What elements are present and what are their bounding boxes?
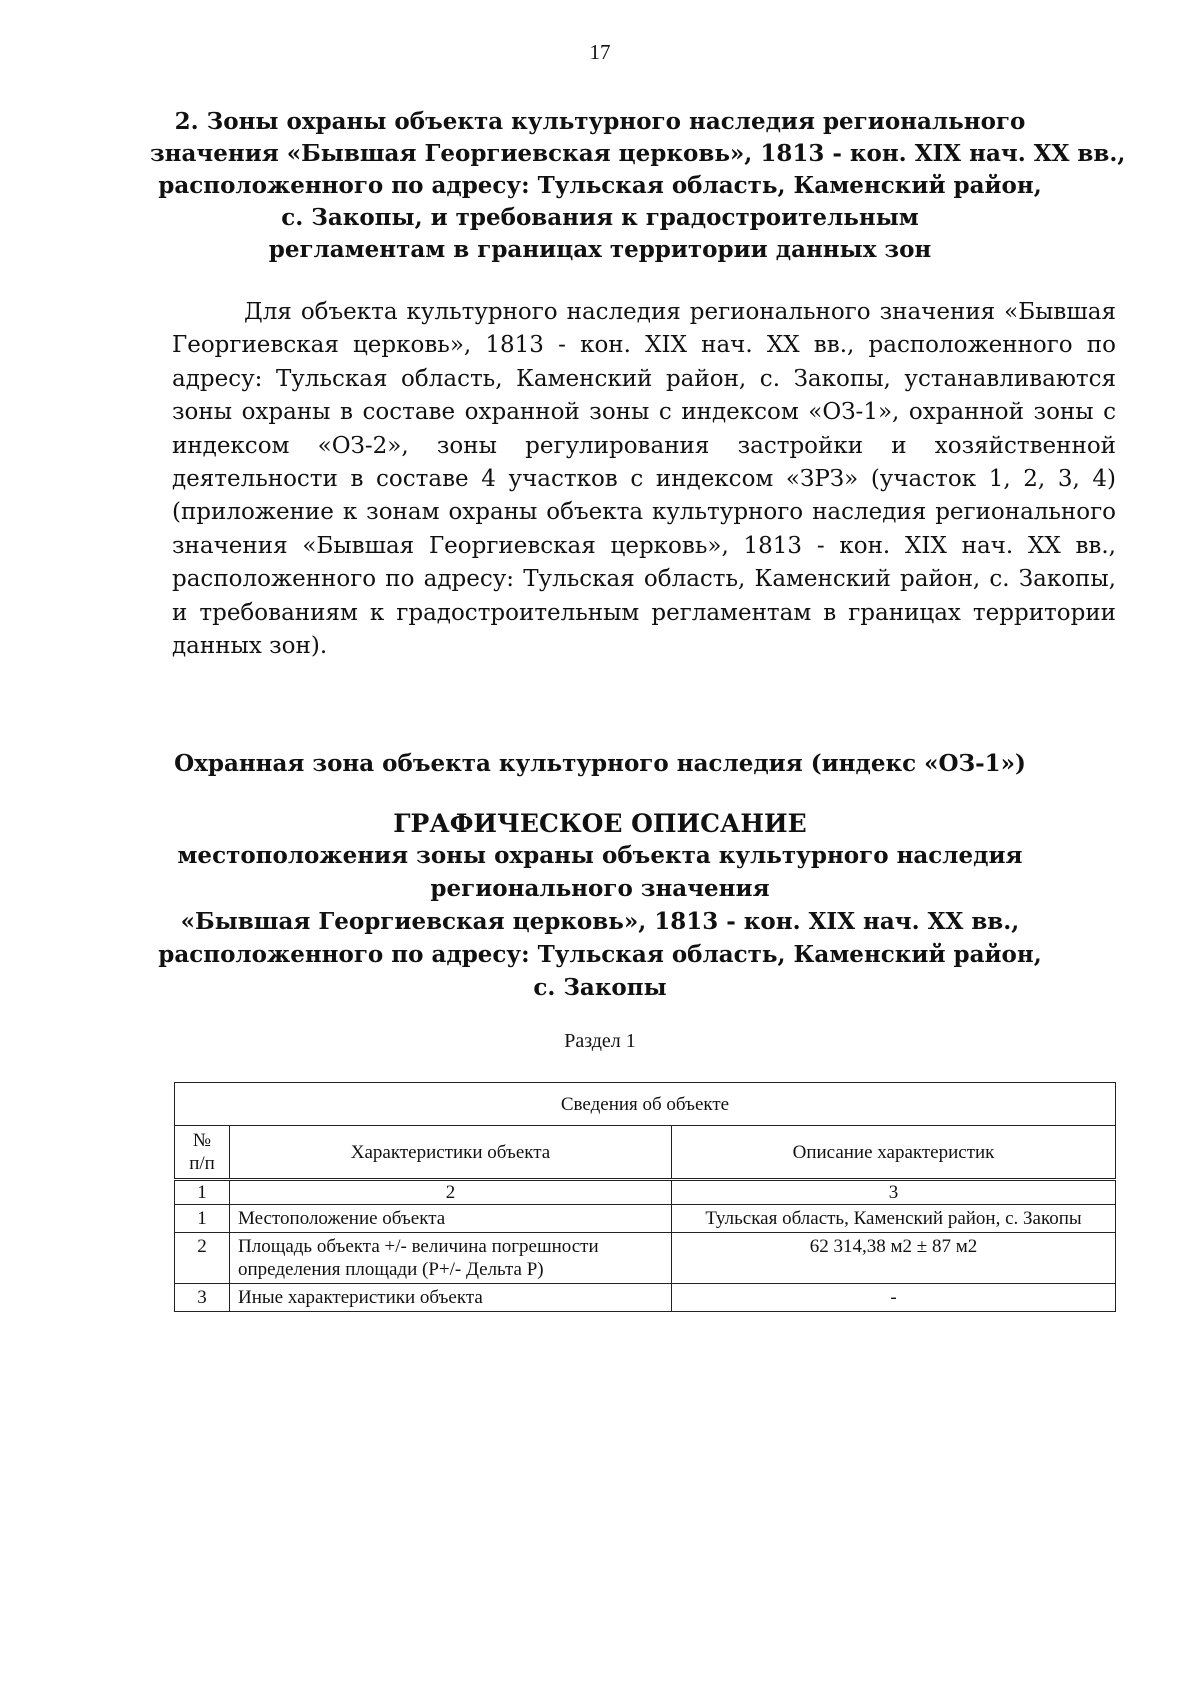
section-heading-line: значения «Бывшая Георгиевская церковь», 1813 - кон. XIX нач. XX вв., xyxy=(150,140,1126,167)
column-number: 1 xyxy=(175,1180,230,1205)
graphic-subtitle-line: регионального значения xyxy=(430,875,770,902)
graphic-description-title xyxy=(150,807,1050,841)
row-characteristic: Площадь объекта +/- величина погрешности определения площади (Р+/- Дельта Р) xyxy=(230,1233,672,1284)
row-number: 1 xyxy=(175,1205,230,1233)
section-label: Раздел 1 xyxy=(564,1030,636,1052)
body-paragraph: Для объекта культурного наследия регионального значения «Бывшая Георгиевская церковь», 1813 - кон. XIX нач. XX вв., расположенного по адресу: Тульская область, Каменский район, с. Закопы, устанавливаются зоны охраны в составе охранной зоны с индексом «ОЗ-1», охранной зоны с индексом «ОЗ-2», зоны регулирования застройки и хозяйственной деятельности в составе 4 участков с индексом «ЗРЗ» (участок 1, 2, 3, 4) (приложение к зонам охраны объекта культурного наследия регионального значения «Бывшая Георгиевская церковь», 1813 - кон. XIX нач. XX вв., расположенного по адресу: Тульская область, Каменский район, с. Закопы, и требованиям к градостроительным регламентам в границах территории данных зон). xyxy=(172,299,1116,660)
graphic-subtitle-line: расположенного по адресу: Тульская область, Каменский район, xyxy=(158,941,1042,968)
row-characteristic: Иные характеристики объекта xyxy=(230,1284,672,1312)
section-heading-line: 2. Зоны охраны объекта культурного наследия регионального xyxy=(174,108,1026,135)
row-description: - xyxy=(672,1284,1116,1312)
row-description: 62 314,38 м2 ± 87 м2 xyxy=(672,1233,1116,1284)
row-description: Тульская область, Каменский район, с. Закопы xyxy=(672,1205,1116,1233)
section-heading-line: с. Закопы, и требования к градостроительным xyxy=(281,204,919,231)
header-number: № п/п xyxy=(175,1126,230,1180)
graphic-subtitle-line: «Бывшая Георгиевская церковь», 1813 - кон. XIX нач. XX вв., xyxy=(180,908,1020,935)
table-row xyxy=(175,1284,1116,1312)
section-heading-line: регламентам в границах территории данных зон xyxy=(268,236,932,263)
column-number: 2 xyxy=(230,1180,672,1205)
column-number-row xyxy=(175,1180,1116,1205)
row-number: 2 xyxy=(175,1233,230,1284)
section-heading xyxy=(150,106,1126,266)
body-text xyxy=(172,296,1116,663)
table-row xyxy=(175,1205,1116,1233)
graphic-subtitle-line: с. Закопы xyxy=(533,974,667,1001)
page-number: 17 xyxy=(589,40,611,64)
graphic-subtitle-line: местоположения зоны охраны объекта культурного наследия xyxy=(177,842,1023,869)
header-description: Описание характеристик xyxy=(672,1126,1116,1180)
zone-heading-text: Охранная зона объекта культурного наследия (индекс «ОЗ-1») xyxy=(174,750,1026,777)
table-caption-row xyxy=(175,1083,1116,1126)
header-characteristic: Характеристики объекта xyxy=(230,1126,672,1180)
table-row xyxy=(175,1233,1116,1284)
graphic-description-subtitle xyxy=(150,839,1050,1004)
object-info-table xyxy=(174,1082,1116,1312)
table-header-row xyxy=(175,1126,1116,1180)
section-heading-line: расположенного по адресу: Тульская область, Каменский район, xyxy=(158,172,1042,199)
zone-heading xyxy=(150,748,1050,780)
row-number: 3 xyxy=(175,1284,230,1312)
table-caption: Сведения об объекте xyxy=(175,1083,1116,1126)
row-characteristic: Местоположение объекта xyxy=(230,1205,672,1233)
graphic-title-text: ГРАФИЧЕСКОЕ ОПИСАНИЕ xyxy=(393,809,807,838)
column-number: 3 xyxy=(672,1180,1116,1205)
